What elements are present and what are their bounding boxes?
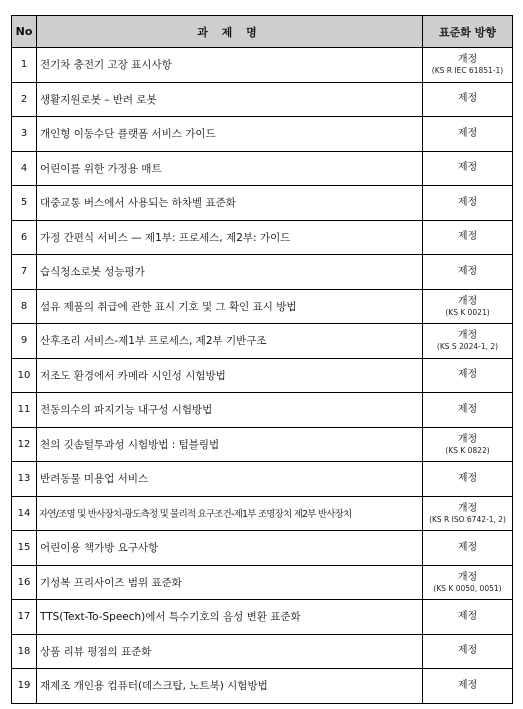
row-direction-cell <box>423 669 513 704</box>
row-title: 전기차 충전기 고장 표시사항 <box>37 48 423 83</box>
row-number: 7 <box>12 255 37 290</box>
row-number: 4 <box>12 151 37 186</box>
table-row <box>12 324 513 359</box>
standardization-direction: 개정 <box>457 330 478 342</box>
row-number: 6 <box>12 220 37 255</box>
table-row <box>12 531 513 566</box>
reference-standard: (KS R ISO 6742-1, 2) <box>429 514 506 524</box>
row-direction-cell <box>423 427 513 462</box>
table-row <box>12 565 513 600</box>
row-number: 11 <box>12 393 37 428</box>
table-row <box>12 600 513 635</box>
standardization-direction: 제정 <box>457 679 478 691</box>
reference-standard: (KS K 0050, 0051) <box>433 583 502 593</box>
reference-standard: (KS R IEC 61851-1) <box>431 66 504 76</box>
row-title: 재제조 개인용 컴퓨터(데스크탑, 노트북) 시험방법 <box>37 669 423 704</box>
row-number: 15 <box>12 531 37 566</box>
header-title: 과 제 명 <box>37 16 423 48</box>
row-number: 13 <box>12 462 37 497</box>
row-number: 14 <box>12 496 37 531</box>
row-title: 산후조리 서비스-제1부 프로세스, 제2부 기반구조 <box>37 324 423 359</box>
standardization-direction: 개정 <box>457 571 478 583</box>
row-title: TTS(Text-To-Speech)에서 특수기호의 음성 변환 표준화 <box>37 600 423 635</box>
row-title: 전동의수의 파지기능 내구성 시험방법 <box>37 393 423 428</box>
row-number: 10 <box>12 358 37 393</box>
row-number: 17 <box>12 600 37 635</box>
standardization-direction: 제정 <box>457 472 478 484</box>
row-title: 섬유 제품의 취급에 관한 표시 기호 및 그 확인 표시 방법 <box>37 289 423 324</box>
standards-table <box>11 15 513 704</box>
row-direction-cell <box>423 531 513 566</box>
standards-table-container <box>11 15 513 704</box>
row-direction-cell <box>423 565 513 600</box>
reference-standard: (KS K 0021) <box>445 307 490 317</box>
table-row <box>12 289 513 324</box>
row-number: 9 <box>12 324 37 359</box>
table-row <box>12 48 513 83</box>
table-header-row <box>12 16 513 48</box>
row-title: 천의 깃솜털투과성 시험방법 : 텀블링법 <box>37 427 423 462</box>
row-direction-cell <box>423 220 513 255</box>
standardization-direction: 제정 <box>457 265 478 277</box>
row-title: 자연/조명 및 반사장치-광도측정 및 물리적 요구조건-제1부 조명장치 제2부 반사장치 <box>37 496 423 531</box>
row-direction-cell <box>423 324 513 359</box>
row-title: 어린이를 위한 가정용 매트 <box>37 151 423 186</box>
row-direction-cell <box>423 48 513 83</box>
row-direction-cell <box>423 117 513 152</box>
row-title: 반려동물 미용업 서비스 <box>37 462 423 497</box>
table-row <box>12 427 513 462</box>
standardization-direction: 제정 <box>457 645 478 657</box>
row-title: 상품 리뷰 평점의 표준화 <box>37 634 423 669</box>
table-row <box>12 634 513 669</box>
row-title: 어린이용 책가방 요구사항 <box>37 531 423 566</box>
row-title: 습식청소로봇 성능평가 <box>37 255 423 290</box>
table-row <box>12 82 513 117</box>
standardization-direction: 제정 <box>457 93 478 105</box>
table-body <box>12 48 513 704</box>
reference-standard: (KS K 0822) <box>445 445 490 455</box>
standardization-direction: 개정 <box>457 54 478 66</box>
table-row <box>12 151 513 186</box>
table-row <box>12 358 513 393</box>
standardization-direction: 제정 <box>457 231 478 243</box>
row-number: 12 <box>12 427 37 462</box>
row-direction-cell <box>423 289 513 324</box>
standardization-direction: 제정 <box>457 162 478 174</box>
row-number: 3 <box>12 117 37 152</box>
standardization-direction: 제정 <box>457 369 478 381</box>
row-title: 가정 간편식 서비스 — 제1부: 프로세스, 제2부: 가이드 <box>37 220 423 255</box>
row-title: 개인형 이동수단 플랫폼 서비스 가이드 <box>37 117 423 152</box>
row-direction-cell <box>423 462 513 497</box>
row-direction-cell <box>423 255 513 290</box>
header-direction: 표준화 방향 <box>423 16 513 48</box>
row-number: 2 <box>12 82 37 117</box>
standardization-direction: 개정 <box>457 502 478 514</box>
row-direction-cell <box>423 82 513 117</box>
row-direction-cell <box>423 634 513 669</box>
row-title: 기성복 프리사이즈 범위 표준화 <box>37 565 423 600</box>
table-row <box>12 117 513 152</box>
standardization-direction: 개정 <box>457 433 478 445</box>
header-no: No <box>12 16 37 48</box>
row-number: 19 <box>12 669 37 704</box>
row-title: 대중교통 버스에서 사용되는 하차벨 표준화 <box>37 186 423 221</box>
standardization-direction: 제정 <box>457 403 478 415</box>
table-row <box>12 186 513 221</box>
standardization-direction: 개정 <box>457 295 478 307</box>
standardization-direction: 제정 <box>457 196 478 208</box>
row-title: 생활지원로봇 – 반려 로봇 <box>37 82 423 117</box>
row-number: 8 <box>12 289 37 324</box>
row-direction-cell <box>423 358 513 393</box>
row-direction-cell <box>423 186 513 221</box>
table-row <box>12 669 513 704</box>
row-number: 5 <box>12 186 37 221</box>
row-title: 저조도 환경에서 카메라 시인성 시험방법 <box>37 358 423 393</box>
row-number: 18 <box>12 634 37 669</box>
table-row <box>12 220 513 255</box>
standardization-direction: 제정 <box>457 127 478 139</box>
table-row <box>12 393 513 428</box>
row-number: 16 <box>12 565 37 600</box>
standardization-direction: 제정 <box>457 541 478 553</box>
row-number: 1 <box>12 48 37 83</box>
reference-standard: (KS S 2024-1, 2) <box>436 342 499 352</box>
table-row <box>12 496 513 531</box>
row-direction-cell <box>423 496 513 531</box>
standardization-direction: 제정 <box>457 610 478 622</box>
table-row <box>12 462 513 497</box>
row-direction-cell <box>423 151 513 186</box>
row-direction-cell <box>423 393 513 428</box>
row-direction-cell <box>423 600 513 635</box>
table-row <box>12 255 513 290</box>
